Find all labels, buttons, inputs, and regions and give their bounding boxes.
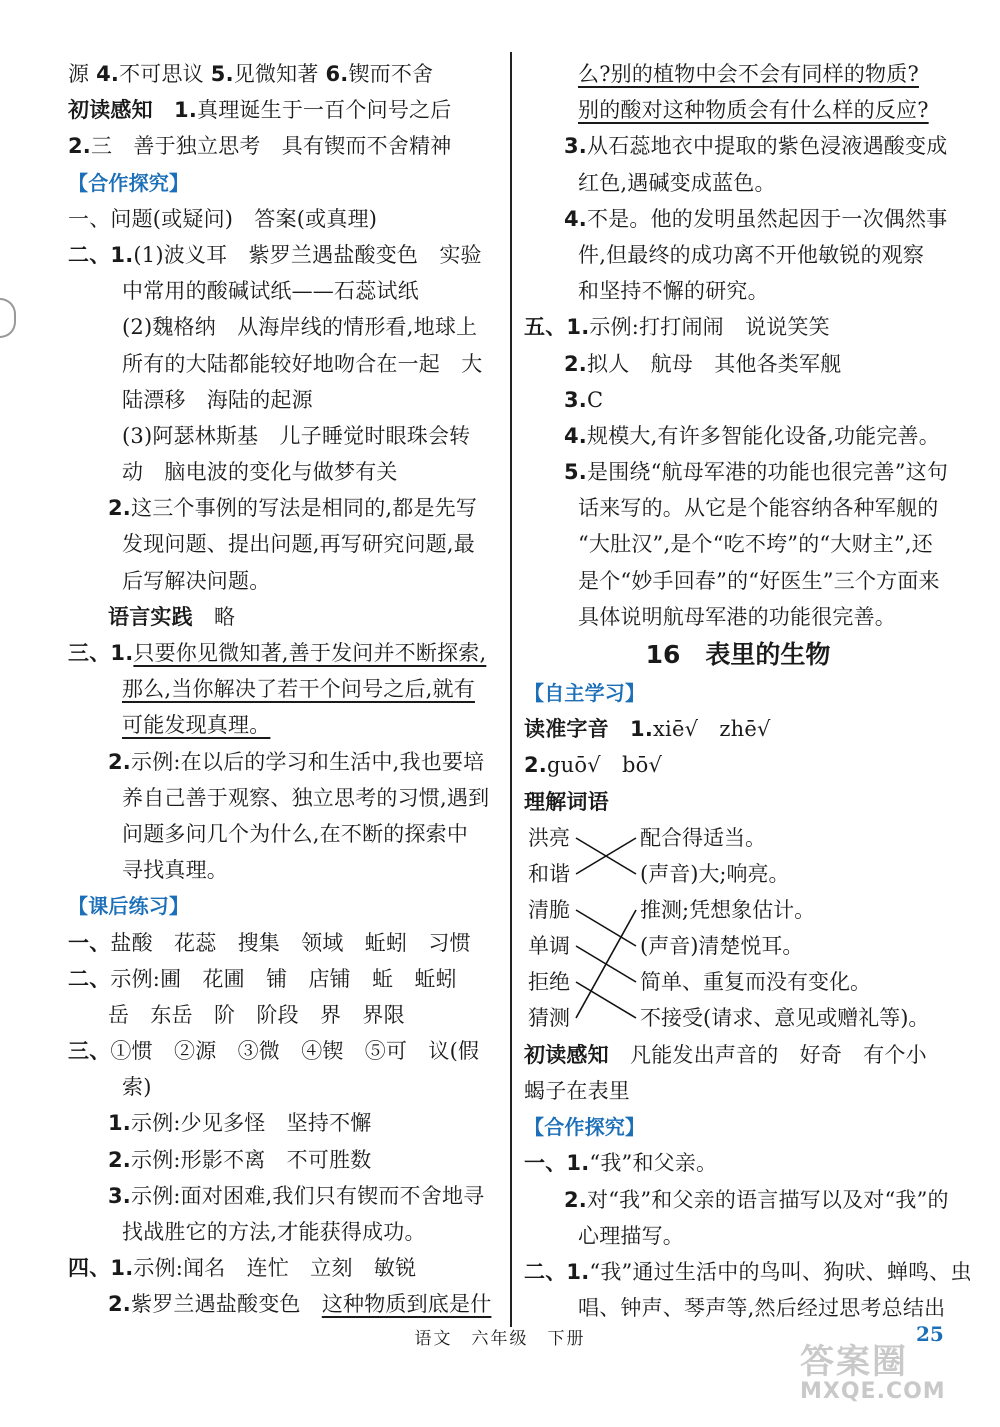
page-footer: 语文 六年级 下册 (414, 1329, 586, 1349)
match-definition: (声音)大;响亮。 (640, 861, 790, 886)
answer-line: 别的酸对这种物质会有什么样的反应? (578, 98, 929, 123)
match-word: 清脆 (528, 897, 570, 922)
answer-line: 5.是围绕“航母军港的功能也很完善”这句 (564, 460, 949, 485)
answer-line: 2.这三个事例的写法是相同的,都是先写 (108, 496, 478, 521)
answer-line: 么?别的植物中会不会有同样的物质? (578, 62, 919, 86)
word-matching-exercise (524, 820, 952, 1037)
answer-line: 2.紫罗兰遇盐酸变色 这种物质到底是什 (108, 1292, 492, 1317)
page-number: 25 (916, 1322, 944, 1346)
watermark-url: MXQE.COM (800, 1379, 946, 1404)
answer-line: 红色,遇碱变成蓝色。 (578, 170, 776, 195)
answer-line: 后写解决问题。 (122, 568, 271, 593)
section-heading: 【课后练习】 (68, 894, 190, 919)
right-column (524, 56, 972, 1326)
answer-line: 2.示例:形影不离 不可胜数 (108, 1147, 372, 1172)
answer-line: 1.示例:少见多怪 坚持不懈 (108, 1111, 372, 1136)
watermark (800, 1334, 946, 1404)
answer-line: 初读感知 1.真理诞生于一百个问号之后 (68, 98, 452, 123)
left-column (68, 56, 500, 1323)
answer-line: 那么,当你解决了若干个问号之后,就有 (122, 677, 475, 702)
answer-line: 件,但最终的成功离不开他敏锐的观察 (578, 242, 925, 267)
answer-line: 初读感知 凡能发出声音的 好奇 有个小 (524, 1042, 927, 1067)
answer-line: 一、1.“我”和父亲。 (524, 1151, 718, 1176)
answer-line: 三、1.只要你见微知著,善于发问并不断探索, (68, 641, 487, 665)
section-heading: 【自主学习】 (524, 681, 646, 705)
answer-line: 养自己善于观察、独立思考的习惯,遇到 (122, 785, 490, 810)
answer-line: 岳 东岳 阶 阶段 界 界限 (108, 1002, 405, 1027)
answer-line: 四、1.示例:闻名 连忙 立刻 敏锐 (68, 1256, 417, 1281)
answer-line: 4.规模大,有许多智能化设备,功能完善。 (564, 423, 940, 448)
answer-line: 2.guō√ bō√ (524, 753, 663, 778)
match-line (576, 910, 636, 946)
answer-line: 索) (122, 1075, 152, 1100)
answer-line: 所有的大陆都能较好地吻合在一起 大 (122, 351, 483, 376)
answer-line: 一、问题(或疑问) 答案(或真理) (68, 206, 378, 231)
answer-line: 蝎子在表里 (524, 1078, 630, 1103)
answer-line: (3)阿瑟林斯基 儿子睡觉时眼珠会转 (122, 423, 471, 448)
answer-line: 二、1.(1)波义耳 紫罗兰遇盐酸变色 实验 (68, 242, 482, 267)
answer-line: 中常用的酸碱试纸——石蕊试纸 (122, 279, 419, 304)
match-definition: (声音)清楚悦耳。 (640, 933, 804, 958)
match-definition: 配合得适当。 (640, 825, 766, 850)
answer-line: 2.示例:在以后的学习和生活中,我也要培 (108, 749, 485, 774)
section-heading: 【合作探究】 (68, 170, 190, 195)
answer-line: 心理描写。 (578, 1223, 684, 1248)
answer-line: 陆漂移 海陆的起源 (122, 387, 313, 412)
answer-line: 话来写的。从它是个能容纳各种军舰的 (578, 496, 939, 521)
answer-line: 具体说明航母军港的功能很完善。 (578, 604, 896, 629)
matching-lines (524, 820, 644, 1037)
match-definition: 不接受(请求、意见或赠礼等)。 (640, 1005, 930, 1030)
answer-line: 一、盐酸 花蕊 搜集 领域 蚯蚓 习惯 (68, 930, 471, 955)
answer-line: (2)魏格纳 从海岸线的情形看,地球上 (122, 315, 478, 340)
answer-line: 2.对“我”和父亲的语言描写以及对“我”的 (564, 1187, 949, 1212)
answer-line: 动 脑电波的变化与做梦有关 (122, 460, 398, 485)
answer-line: 二、1.“我”通过生活中的鸟叫、狗吠、蝉鸣、虫 (524, 1259, 972, 1284)
match-line (576, 982, 636, 1018)
answer-line: 源 4.不可思议 5.见微知著 6.锲而不舍 (68, 62, 434, 86)
watermark-text: 答案圈 (800, 1342, 908, 1382)
answer-line: 三、①惯 ②源 ③微 ④锲 ⑤可 议(假 (68, 1039, 480, 1064)
answer-line: 寻找真理。 (122, 858, 228, 883)
answer-line: “大肚汉”,是个“吃不垮”的“大财主”,还 (578, 532, 933, 557)
match-word: 洪亮 (528, 825, 570, 850)
match-word: 单调 (528, 933, 570, 958)
answer-line: 可能发现真理。 (122, 713, 271, 738)
answer-line: 二、示例:圃 花圃 铺 店铺 蚯 蚯蚓 (68, 966, 457, 991)
answer-line: 语言实践 略 (108, 604, 236, 629)
answer-line: 五、1.示例:打打闹闹 说说笑笑 (524, 315, 830, 340)
section-heading: 【合作探究】 (524, 1115, 646, 1140)
answer-line: 是个“妙手回春”的“好医生”三个方面来 (578, 568, 940, 593)
scan-edge-mark (0, 298, 16, 338)
answer-line: 3.示例:面对困难,我们只有锲而不舍地寻 (108, 1183, 485, 1208)
match-definition: 简单、重复而没有变化。 (640, 969, 871, 994)
match-word: 猜测 (528, 1005, 570, 1030)
answer-line: 和坚持不懈的研究。 (578, 279, 769, 304)
answer-line: 发现问题、提出问题,再写研究问题,最 (122, 532, 475, 557)
column-divider (510, 52, 512, 1327)
lesson-title: 16 表里的生物 (645, 640, 831, 669)
answer-line: 2.拟人 航母 其他各类军舰 (564, 351, 842, 376)
match-definition: 推测;凭想象估计。 (640, 897, 816, 922)
answer-line: 2.三 善于独立思考 具有锲而不舍精神 (68, 134, 452, 159)
subsection-heading: 理解词语 (524, 789, 609, 814)
match-line (576, 910, 636, 1018)
answer-line: 4.不是。他的发明虽然起因于一次偶然事 (564, 206, 948, 231)
answer-line: 3.C (564, 387, 604, 412)
match-word: 拒绝 (528, 969, 570, 994)
answer-line: 找战胜它的方法,才能获得成功。 (122, 1220, 426, 1244)
answer-line: 唱、钟声、琴声等,然后经过思考总结出 (578, 1296, 946, 1321)
answer-line: 3.从石蕊地衣中提取的紫色浸液遇酸变成 (564, 134, 948, 159)
answer-line: 读准字音 1.xiē√ zhē√ (524, 717, 771, 742)
match-word: 和谐 (528, 861, 570, 886)
answer-line: 问题多问几个为什么,在不断的探索中 (122, 821, 469, 846)
